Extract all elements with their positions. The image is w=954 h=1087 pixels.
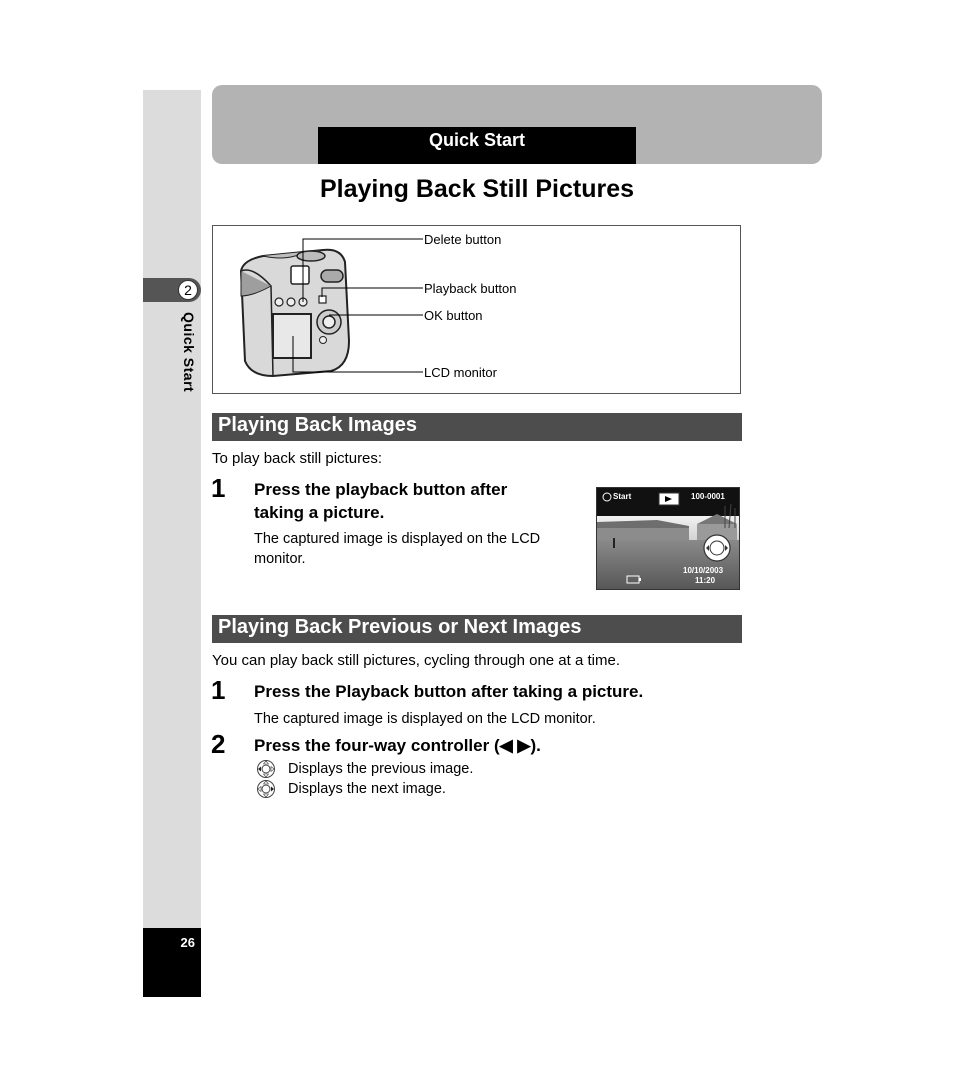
side-bar — [143, 90, 201, 928]
four-way-right-text: Displays the next image. — [288, 781, 446, 797]
section2-intro: You can play back still pictures, cycling through one at a time. — [212, 652, 621, 669]
camera-diagram — [212, 225, 741, 394]
preview-start-label: Start — [613, 492, 632, 501]
step-description: The captured image is displayed on the LCD monitor. — [254, 711, 596, 727]
step-number: 1 — [211, 473, 226, 503]
step-title-line: Press the playback button after — [254, 480, 508, 499]
callout-ok-button: OK button — [424, 308, 483, 323]
step-title-line: taking a picture. — [254, 503, 385, 522]
header-label: Quick Start — [428, 130, 526, 150]
lcd-playback-preview — [596, 487, 740, 590]
callout-playback-button: Playback button — [424, 281, 517, 296]
section-title-previous-next: Playing Back Previous or Next Images — [218, 616, 582, 638]
step-desc-line: The captured image is displayed on the LCD — [254, 531, 541, 547]
step-number: 1 — [211, 675, 226, 705]
section-title-playing-back-images: Playing Back Images — [218, 414, 417, 436]
step-desc-line: monitor. — [254, 551, 306, 567]
step-title: Press the Playback button after taking a picture. — [254, 682, 644, 701]
page-number: 26 — [180, 935, 195, 950]
step-number: 2 — [211, 729, 226, 759]
page-title: Playing Back Still Pictures — [319, 175, 634, 203]
callout-lcd-monitor: LCD monitor — [424, 365, 497, 380]
step-description — [254, 529, 540, 569]
step-title: Press the four-way controller (◀ ▶). — [254, 736, 541, 755]
preview-file-number: 100-0001 — [691, 492, 725, 501]
preview-time: 11:20 — [695, 576, 716, 585]
four-way-right-icon — [255, 779, 277, 799]
step-title — [254, 478, 507, 524]
four-way-left-icon — [255, 759, 277, 779]
four-way-left-text: Displays the previous image. — [288, 761, 474, 777]
chapter-number: 2 — [178, 280, 198, 300]
preview-date: 10/10/2003 — [683, 566, 724, 575]
chapter-label: Quick Start — [181, 312, 197, 393]
callout-delete-button: Delete button — [424, 232, 502, 247]
section1-intro: To play back still pictures: — [212, 450, 383, 467]
